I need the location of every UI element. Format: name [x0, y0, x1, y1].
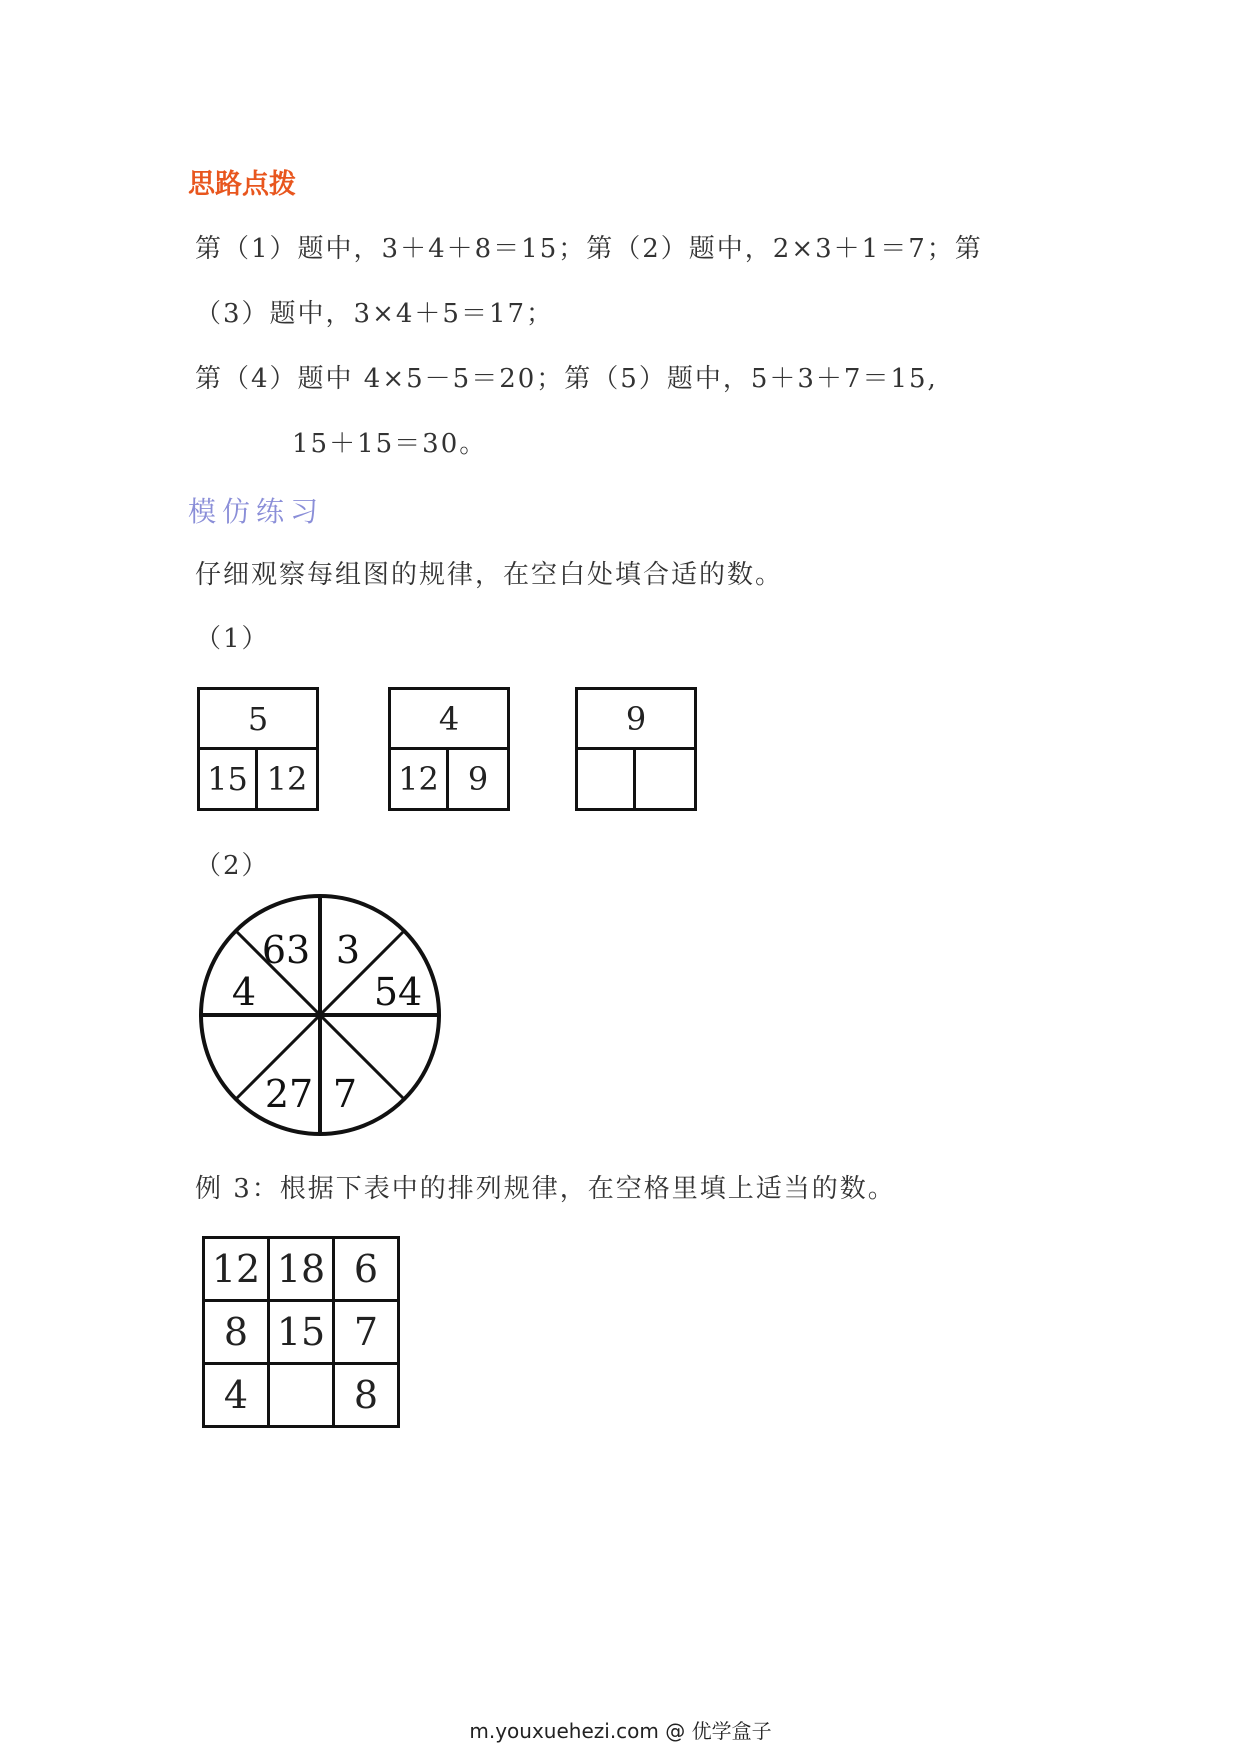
wheel-value: 3 [335, 928, 361, 972]
grid-row [204, 1364, 399, 1427]
part2-label: （2） [195, 851, 270, 881]
box-left-value: 15 [200, 750, 258, 808]
hint-line-2: （3）题中，3×4＋5＝17； [195, 299, 555, 329]
grid-cell: 12 [204, 1238, 269, 1301]
grid-cell: 8 [334, 1364, 399, 1427]
box-left-value: 12 [391, 750, 449, 808]
box-right-blank [636, 750, 694, 808]
number-box-2 [388, 687, 510, 811]
grid-cell-blank [269, 1364, 334, 1427]
box-top-value: 5 [200, 690, 316, 750]
box-right-value: 12 [266, 760, 308, 798]
number-wheel [190, 885, 450, 1145]
hint-title: 思路点拨 [188, 169, 296, 200]
hint-line-3: 第（4）题中 4×5－5＝20；第（5）题中，5＋3＋7＝15, [195, 364, 938, 394]
box-right-value: 9 [467, 760, 489, 798]
wheel-value: 63 [261, 928, 311, 972]
footer-watermark: m.youxuehezi.com @ 优学盒子 [469, 1719, 772, 1743]
grid-cell: 7 [334, 1301, 399, 1364]
grid-cell: 18 [269, 1238, 334, 1301]
grid-cell: 15 [269, 1301, 334, 1364]
box-left-blank [578, 750, 636, 808]
grid-cell: 8 [204, 1301, 269, 1364]
practice-title: 模仿练习 [188, 495, 325, 528]
wheel-value: 27 [264, 1072, 314, 1116]
box-top-value: 4 [391, 690, 507, 750]
example3-text: 例 3：根据下表中的排列规律，在空格里填上适当的数。 [195, 1174, 896, 1204]
grid-row [204, 1301, 399, 1364]
number-box-1 [197, 687, 319, 811]
wheel-value: 54 [373, 970, 423, 1014]
number-box-3 [575, 687, 697, 811]
wheel-value: 7 [332, 1072, 358, 1116]
pattern-grid [202, 1236, 400, 1428]
box-top-value: 9 [578, 690, 694, 750]
hint-line-1: 第（1）题中，3＋4＋8＝15；第（2）题中，2×3＋1＝7；第 [195, 234, 983, 264]
grid-cell: 4 [204, 1364, 269, 1427]
grid-row [204, 1238, 399, 1301]
grid-cell: 6 [334, 1238, 399, 1301]
wheel-value: 4 [231, 970, 257, 1014]
practice-instruction: 仔细观察每组图的规律，在空白处填合适的数。 [195, 560, 784, 590]
hint-line-4: 15＋15＝30。 [292, 429, 488, 459]
part1-label: （1） [195, 624, 270, 654]
